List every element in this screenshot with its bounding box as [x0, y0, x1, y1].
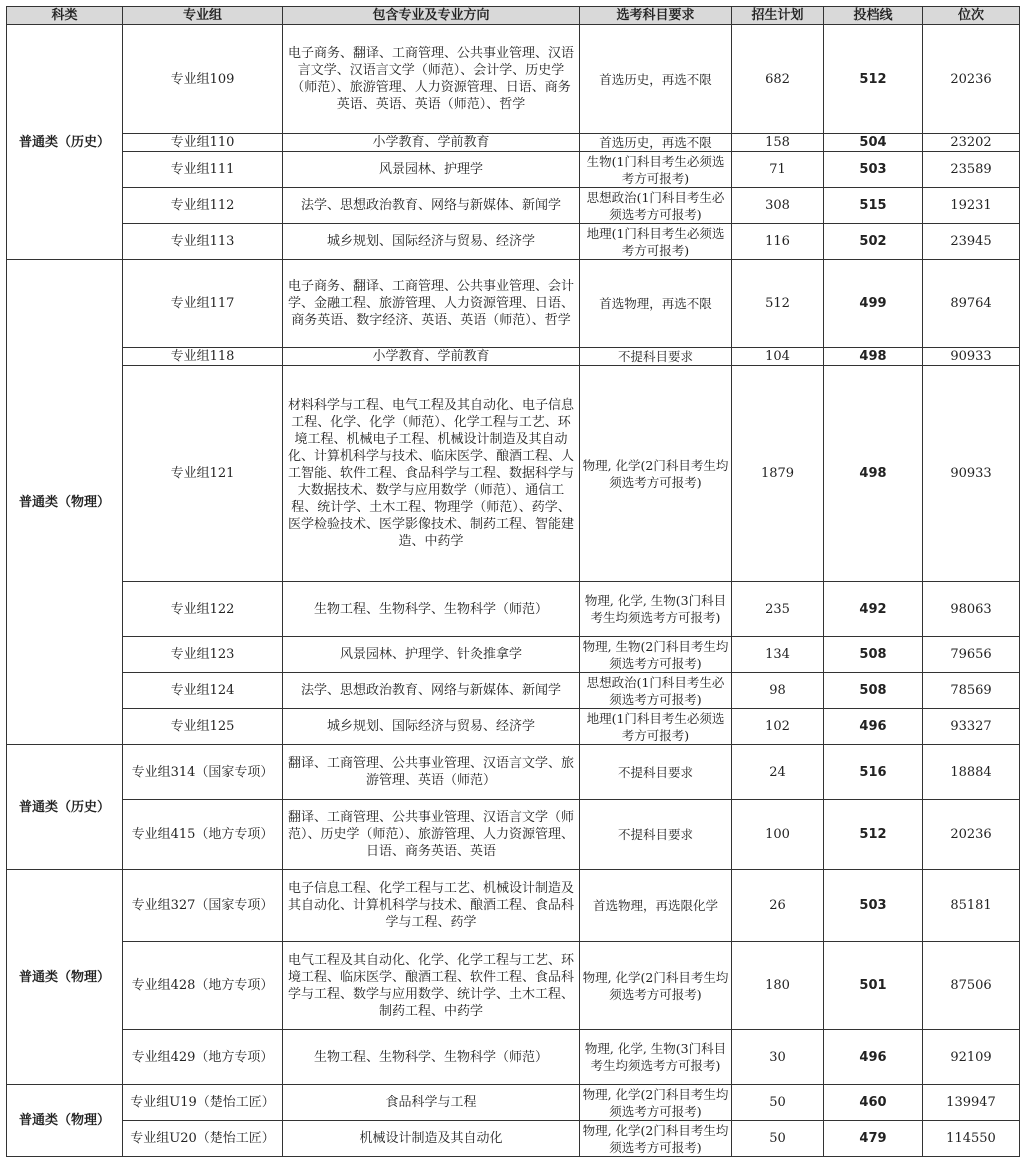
group-cell: 专业组415（地方专项） [123, 800, 283, 870]
majors-cell: 法学、思想政治教育、网络与新媒体、新闻学 [283, 673, 580, 709]
score-cell: 515 [824, 188, 923, 224]
rank-cell: 89764 [923, 260, 1020, 348]
table-row [7, 870, 1020, 942]
score-cell: 498 [824, 348, 923, 366]
plan-cell: 24 [732, 745, 824, 800]
majors-cell: 材料科学与工程、电气工程及其自动化、电子信息工程、化学、化学（师范）、化学工程与工艺、环境工程、机械电子工程、机械设计制造及其自动化、计算机科学与技术、临床医学、酿酒工程、人工智能、软件工程、食品科学与工程、数据科学与大数据技术、数学与应用数学（师范）、通信工程、统计学、土木工程、物理学（师范）、药学、医学检验技术、医学影像技术、制药工程、智能建造、中药学 [283, 366, 580, 582]
rank-cell: 87506 [923, 942, 1020, 1030]
group-cell: 专业组U20（楚怡工匠） [123, 1121, 283, 1157]
plan-cell: 102 [732, 709, 824, 745]
plan-cell: 30 [732, 1030, 824, 1085]
rank-cell: 92109 [923, 1030, 1020, 1085]
requirement-cell: 物理, 生物(2门科目考生均须选考方可报考) [580, 637, 732, 673]
plan-cell: 1879 [732, 366, 824, 582]
table-row [7, 134, 1020, 152]
plan-cell: 116 [732, 224, 824, 260]
majors-cell: 城乡规划、国际经济与贸易、经济学 [283, 224, 580, 260]
group-cell: 专业组111 [123, 152, 283, 188]
score-cell: 512 [824, 25, 923, 134]
plan-cell: 26 [732, 870, 824, 942]
rank-cell: 93327 [923, 709, 1020, 745]
group-cell: 专业组327（国家专项） [123, 870, 283, 942]
rank-cell: 98063 [923, 582, 1020, 637]
requirement-cell: 首选历史，再选不限 [580, 134, 732, 152]
score-cell: 503 [824, 152, 923, 188]
rank-cell: 85181 [923, 870, 1020, 942]
score-cell: 479 [824, 1121, 923, 1157]
score-cell: 502 [824, 224, 923, 260]
score-cell: 501 [824, 942, 923, 1030]
requirement-cell: 物理, 化学(2门科目考生均须选考方可报考) [580, 942, 732, 1030]
requirement-cell: 首选物理，再选不限 [580, 260, 732, 348]
majors-cell: 生物工程、生物科学、生物科学（师范） [283, 1030, 580, 1085]
group-cell: 专业组429（地方专项） [123, 1030, 283, 1085]
majors-cell: 机械设计制造及其自动化 [283, 1121, 580, 1157]
group-cell: 专业组122 [123, 582, 283, 637]
score-cell: 516 [824, 745, 923, 800]
rank-cell: 139947 [923, 1085, 1020, 1121]
rank-cell: 79656 [923, 637, 1020, 673]
requirement-cell: 生物(1门科目考生必须选考方可报考) [580, 152, 732, 188]
plan-cell: 308 [732, 188, 824, 224]
table-row [7, 1121, 1020, 1157]
table-row [7, 188, 1020, 224]
plan-cell: 134 [732, 637, 824, 673]
header-majors: 包含专业及专业方向 [283, 7, 580, 25]
score-cell: 512 [824, 800, 923, 870]
table-row [7, 709, 1020, 745]
score-cell: 508 [824, 673, 923, 709]
score-cell: 460 [824, 1085, 923, 1121]
score-cell: 498 [824, 366, 923, 582]
requirement-cell: 地理(1门科目考生必须选考方可报考) [580, 709, 732, 745]
rank-cell: 20236 [923, 25, 1020, 134]
group-cell: 专业组118 [123, 348, 283, 366]
plan-cell: 98 [732, 673, 824, 709]
plan-cell: 50 [732, 1121, 824, 1157]
score-cell: 496 [824, 1030, 923, 1085]
majors-cell: 食品科学与工程 [283, 1085, 580, 1121]
plan-cell: 71 [732, 152, 824, 188]
table-row [7, 260, 1020, 348]
plan-cell: 235 [732, 582, 824, 637]
majors-cell: 翻译、工商管理、公共事业管理、汉语言文学、旅游管理、英语（师范） [283, 745, 580, 800]
plan-cell: 512 [732, 260, 824, 348]
requirement-cell: 思想政治(1门科目考生必须选考方可报考) [580, 188, 732, 224]
table-row [7, 25, 1020, 134]
group-cell: 专业组428（地方专项） [123, 942, 283, 1030]
group-cell: 专业组124 [123, 673, 283, 709]
rank-cell: 18884 [923, 745, 1020, 800]
score-cell: 492 [824, 582, 923, 637]
majors-cell: 小学教育、学前教育 [283, 348, 580, 366]
score-cell: 503 [824, 870, 923, 942]
category-cell: 普通类（物理） [7, 260, 123, 745]
majors-cell: 电气工程及其自动化、化学、化学工程与工艺、环境工程、临床医学、酿酒工程、软件工程、食品科学与工程、数学与应用数学、统计学、土木工程、制药工程、中药学 [283, 942, 580, 1030]
rank-cell: 19231 [923, 188, 1020, 224]
header-group: 专业组 [123, 7, 283, 25]
header-row [7, 7, 1020, 25]
group-cell: 专业组112 [123, 188, 283, 224]
majors-cell: 电子信息工程、化学工程与工艺、机械设计制造及其自动化、计算机科学与技术、酿酒工程、食品科学与工程、药学 [283, 870, 580, 942]
group-cell: 专业组123 [123, 637, 283, 673]
table-row [7, 800, 1020, 870]
table-row [7, 348, 1020, 366]
score-cell: 496 [824, 709, 923, 745]
category-cell: 普通类（物理） [7, 870, 123, 1085]
group-cell: 专业组314（国家专项） [123, 745, 283, 800]
group-cell: 专业组125 [123, 709, 283, 745]
plan-cell: 682 [732, 25, 824, 134]
majors-cell: 法学、思想政治教育、网络与新媒体、新闻学 [283, 188, 580, 224]
score-cell: 499 [824, 260, 923, 348]
rank-cell: 78569 [923, 673, 1020, 709]
majors-cell: 风景园林、护理学、针灸推拿学 [283, 637, 580, 673]
admission-score-table [6, 6, 1020, 1157]
category-cell: 普通类（物理） [7, 1085, 123, 1157]
table-row [7, 1085, 1020, 1121]
majors-cell: 翻译、工商管理、公共事业管理、汉语言文学（师范）、历史学（师范）、旅游管理、人力资源管理、日语、商务英语、英语 [283, 800, 580, 870]
rank-cell: 114550 [923, 1121, 1020, 1157]
majors-cell: 生物工程、生物科学、生物科学（师范） [283, 582, 580, 637]
rank-cell: 20236 [923, 800, 1020, 870]
rank-cell: 23589 [923, 152, 1020, 188]
table-row [7, 673, 1020, 709]
table-row [7, 745, 1020, 800]
plan-cell: 104 [732, 348, 824, 366]
header-rank: 位次 [923, 7, 1020, 25]
table-row [7, 366, 1020, 582]
plan-cell: 100 [732, 800, 824, 870]
rank-cell: 90933 [923, 348, 1020, 366]
majors-cell: 风景园林、护理学 [283, 152, 580, 188]
majors-cell: 小学教育、学前教育 [283, 134, 580, 152]
majors-cell: 电子商务、翻译、工商管理、公共事业管理、会计学、金融工程、旅游管理、人力资源管理、日语、商务英语、数字经济、英语、英语（师范）、哲学 [283, 260, 580, 348]
table-row [7, 582, 1020, 637]
group-cell: 专业组U19（楚怡工匠） [123, 1085, 283, 1121]
majors-cell: 电子商务、翻译、工商管理、公共事业管理、汉语言文学、汉语言文学（师范）、会计学、历史学（师范）、旅游管理、人力资源管理、日语、商务英语、英语、英语（师范）、哲学 [283, 25, 580, 134]
rank-cell: 90933 [923, 366, 1020, 582]
plan-cell: 180 [732, 942, 824, 1030]
requirement-cell: 首选历史，再选不限 [580, 25, 732, 134]
group-cell: 专业组121 [123, 366, 283, 582]
plan-cell: 158 [732, 134, 824, 152]
requirement-cell: 物理, 化学(2门科目考生均须选考方可报考) [580, 1085, 732, 1121]
requirement-cell: 不提科目要求 [580, 800, 732, 870]
rank-cell: 23945 [923, 224, 1020, 260]
group-cell: 专业组117 [123, 260, 283, 348]
requirement-cell: 思想政治(1门科目考生必须选考方可报考) [580, 673, 732, 709]
group-cell: 专业组113 [123, 224, 283, 260]
header-score: 投档线 [824, 7, 923, 25]
requirement-cell: 不提科目要求 [580, 348, 732, 366]
score-cell: 504 [824, 134, 923, 152]
rank-cell: 23202 [923, 134, 1020, 152]
header-plan: 招生计划 [732, 7, 824, 25]
header-category: 科类 [7, 7, 123, 25]
requirement-cell: 地理(1门科目考生必须选考方可报考) [580, 224, 732, 260]
requirement-cell: 物理, 化学(2门科目考生均须选考方可报考) [580, 366, 732, 582]
plan-cell: 50 [732, 1085, 824, 1121]
group-cell: 专业组109 [123, 25, 283, 134]
group-cell: 专业组110 [123, 134, 283, 152]
header-requirement: 选考科目要求 [580, 7, 732, 25]
requirement-cell: 物理, 化学, 生物(3门科目考生均须选考方可报考) [580, 1030, 732, 1085]
score-cell: 508 [824, 637, 923, 673]
requirement-cell: 不提科目要求 [580, 745, 732, 800]
table-row [7, 152, 1020, 188]
requirement-cell: 物理, 化学, 生物(3门科目考生均须选考方可报考) [580, 582, 732, 637]
majors-cell: 城乡规划、国际经济与贸易、经济学 [283, 709, 580, 745]
table-row [7, 637, 1020, 673]
table-row [7, 942, 1020, 1030]
requirement-cell: 物理, 化学(2门科目考生均须选考方可报考) [580, 1121, 732, 1157]
category-cell: 普通类（历史） [7, 745, 123, 870]
requirement-cell: 首选物理，再选限化学 [580, 870, 732, 942]
category-cell: 普通类（历史） [7, 25, 123, 260]
table-row [7, 224, 1020, 260]
table-row [7, 1030, 1020, 1085]
